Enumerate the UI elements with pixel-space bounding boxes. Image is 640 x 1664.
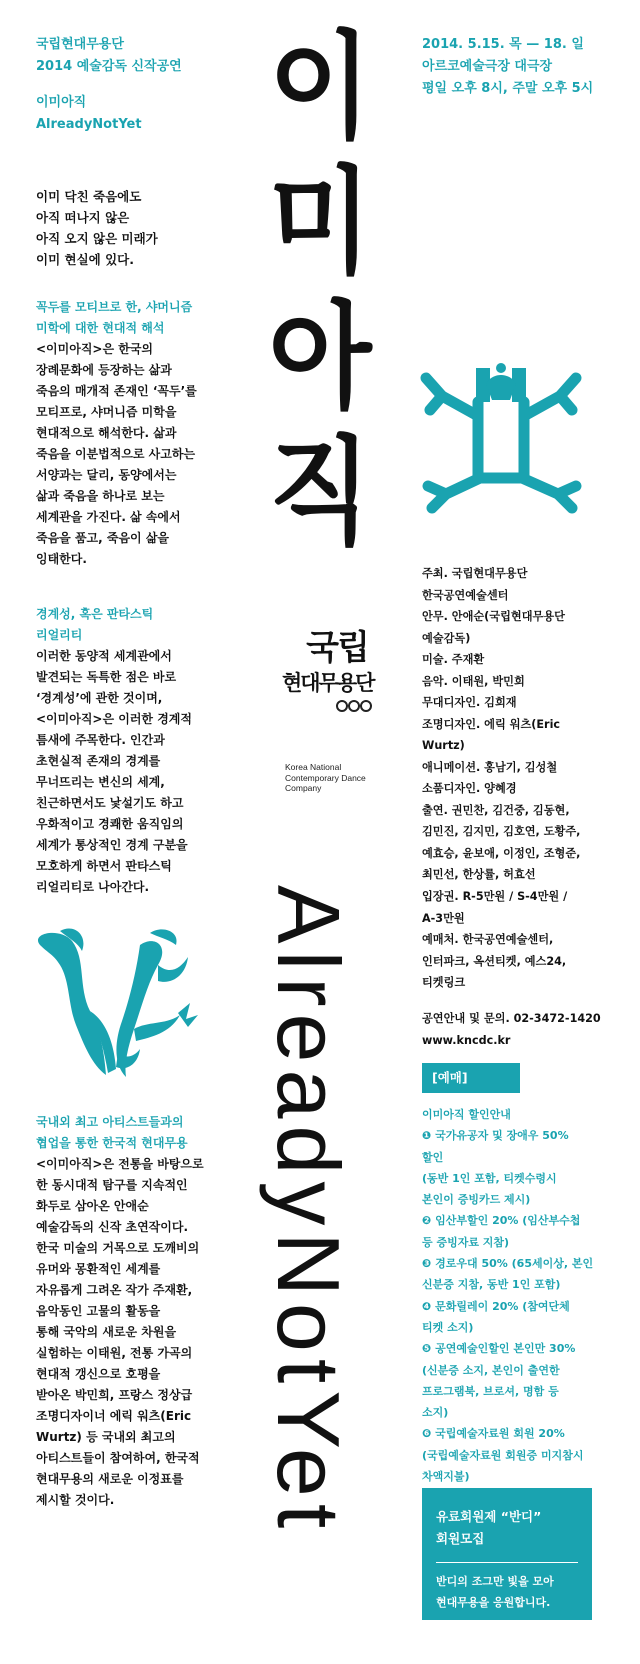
credit-line: 조명디자인. 에릭 워츠(Eric xyxy=(422,717,561,731)
discount-line: 신분증 지참, 동반 1인 포함) xyxy=(422,1278,561,1292)
section-body-line: 아티스트들이 참여하여, 한국적 xyxy=(36,1451,200,1465)
intro-line: 이미 닥친 죽음에도 xyxy=(36,189,142,204)
section-body-line: 발견되는 독특한 점은 바로 xyxy=(36,670,177,684)
discount-line: ❸ 경로우대 50% (65세이상, 본인 xyxy=(422,1257,594,1271)
brush-char: 아 xyxy=(268,289,372,425)
section-body-line: 예술감독의 신작 초연작이다. xyxy=(36,1220,189,1234)
performance-dates: 2014. 5.15. 목 — 18. 일 xyxy=(422,37,584,52)
vertical-title: AlreadyNotYet xyxy=(259,885,358,1536)
logo-text-line: Korea National xyxy=(285,762,342,772)
logo-mark-row: 국립 xyxy=(306,628,368,668)
membership-desc-line: 반디의 조그만 빛을 모아 xyxy=(436,1575,554,1588)
credit-line: 한국공연예술센터 xyxy=(422,588,509,602)
section-body-line: 화두로 삼아온 안애순 xyxy=(36,1199,149,1213)
section-body-line: <이미아직>은 전통을 바탕으로 xyxy=(36,1157,204,1171)
discount-line: (국립예술자료원 회원증 미지참시 xyxy=(422,1448,584,1462)
section-body-line: 모티프로, 샤머니즘 미학을 xyxy=(36,405,177,419)
section-heading: 미학에 대한 현대적 해석 xyxy=(36,321,165,335)
section-body-line: 이러한 동양적 세계관에서 xyxy=(36,649,172,663)
section-body-line: 우화적이고 경쾌한 움직임의 xyxy=(36,817,184,831)
brush-title xyxy=(250,20,390,560)
section-body-line: 삶과 죽음을 하나로 보는 xyxy=(36,489,165,503)
credit-line: 안무. 안애순(국립현대무용단 xyxy=(422,610,565,623)
credit-line: 김민진, 김지민, 김호연, 도황주, xyxy=(422,825,581,838)
section-body-line: 친근하면서도 낯설기도 하고 xyxy=(36,796,184,810)
contact-phone: 공연안내 및 문의. 02-3472-1420 xyxy=(422,1012,601,1025)
section-heading: 협업을 통한 한국적 현대무용 xyxy=(36,1136,188,1150)
credit-line: 최민선, 한상률, 허효선 xyxy=(422,868,536,881)
section-body-line: 조명디자이너 에릭 워츠(Eric xyxy=(36,1409,192,1423)
discount-line: 프로그램북, 브로셔, 명함 등 xyxy=(422,1384,559,1398)
contact-website-link[interactable]: www.kncdc.kr xyxy=(422,1033,511,1047)
header-left xyxy=(36,34,182,136)
membership-title xyxy=(436,1506,541,1550)
membership-title-line: 회원모집 xyxy=(436,1531,485,1546)
vertical-title-wrap xyxy=(259,885,358,1605)
section-heading: 국내외 최고 아티스트들과의 xyxy=(36,1115,184,1129)
discount-line: 차액지불) xyxy=(422,1470,470,1484)
discount-heading: 이미아직 할인안내 xyxy=(422,1108,511,1121)
ticket-line: 인터파크, 옥션티켓, 예스24, xyxy=(422,954,567,968)
section-heading: 경계성, 혹은 판타스틱 xyxy=(36,607,154,621)
org-name: 국립현대무용단 xyxy=(36,37,124,52)
section-body-line: ‘경계성’에 관한 것이며, xyxy=(36,691,163,705)
kncdc-logo xyxy=(282,628,392,717)
section-body-line: <이미아직>은 이러한 경계적 xyxy=(36,712,192,726)
credit-line: 소품디자인. 양혜경 xyxy=(422,782,517,795)
brush-char: 이 xyxy=(268,19,372,155)
logo-text-line: Contemporary Dance xyxy=(285,772,366,783)
section-body-line: 한국 미술의 거목으로 도깨비의 xyxy=(36,1241,200,1255)
brush-char: 미 xyxy=(268,154,372,290)
section-body-line: 초현실적 존재의 경계를 xyxy=(36,754,161,768)
header-right xyxy=(422,34,593,100)
section-body-line: 제시할 것이다. xyxy=(36,1493,115,1507)
section-kkokdu xyxy=(36,297,197,570)
discount-line: ❶ 국가유공자 및 장애우 50% xyxy=(422,1129,569,1143)
section-body-line: 세계가 통상적인 경계 구분을 xyxy=(36,838,188,852)
contact-info xyxy=(422,1008,601,1051)
section-body-line: 무너뜨리는 변신의 세계, xyxy=(36,775,165,789)
credit-line: 애니메이션. 홍남기, 김성철 xyxy=(422,760,558,774)
kkokdu-figure-icon xyxy=(420,362,586,514)
section-body-line: 잉태한다. xyxy=(36,552,87,566)
section-body-line: 받아온 박민희, 프랑스 정상급 xyxy=(36,1388,193,1402)
discount-line: 티켓 소지) xyxy=(422,1320,474,1334)
credit-line: 주최. 국립현대무용단 xyxy=(422,567,528,580)
discount-line: ❻ 국립예술자료원 회원 20% xyxy=(422,1427,565,1441)
section-body-line: 통해 국악의 새로운 차원을 xyxy=(36,1325,177,1339)
discount-line: 소지) xyxy=(422,1406,449,1420)
section-body-line: 죽음을 이분법적으로 사고하는 xyxy=(36,447,196,461)
logo-circles-icon xyxy=(282,699,392,713)
intro-poem xyxy=(36,186,158,270)
ticket-line: A-3만원 xyxy=(422,911,465,925)
performance-times: 평일 오후 8시, 주말 오후 5시 xyxy=(422,81,594,96)
intro-line: 아직 오지 않은 미래가 xyxy=(36,231,158,246)
credit-line: 미술. 주재환 xyxy=(422,653,485,666)
discount-line: 등 증빙자료 지참) xyxy=(422,1235,510,1249)
bird-creature-icon xyxy=(30,925,208,1085)
title-english: AlreadyNotYet xyxy=(36,117,142,132)
performance-venue: 아르코예술극장 대극장 xyxy=(422,59,553,74)
section-body-line: 한 동시대적 탐구를 지속적인 xyxy=(36,1178,188,1192)
brush-char: 직 xyxy=(268,424,372,560)
intro-line: 이미 현실에 있다. xyxy=(36,252,134,267)
discount-line: (신분증 소지, 본인이 출연한 xyxy=(422,1363,560,1377)
section-body-line: 현대무용의 새로운 이정표를 xyxy=(36,1472,184,1486)
section-body-line: 자유롭게 그려온 작가 주재환, xyxy=(36,1283,193,1297)
section-heading: 꼭두를 모티브로 한, 샤머니즘 xyxy=(36,300,193,314)
section-body-line: <이미아직>은 한국의 xyxy=(36,342,154,356)
credits xyxy=(422,563,580,886)
discount-line: ❺ 공연예술인할인 본인만 30% xyxy=(422,1342,576,1356)
intro-line: 아직 떠나지 않은 xyxy=(36,210,130,225)
section-body-line: 유머와 몽환적인 세계를 xyxy=(36,1262,161,1276)
title-korean: 이미아직 xyxy=(36,95,87,110)
membership-desc xyxy=(436,1571,554,1613)
membership-title-line: 유료회원제 “반디” xyxy=(436,1509,542,1524)
membership-box xyxy=(422,1488,592,1620)
credit-line: 무대디자인. 김희재 xyxy=(422,696,517,709)
membership-desc-line: 현대무용을 응원합니다. xyxy=(436,1596,551,1609)
section-body-line: 틈새에 주목한다. 인간과 xyxy=(36,733,165,747)
credit-line: 음악. 이태원, 박민희 xyxy=(422,674,525,688)
credit-line: Wurtz) xyxy=(422,739,465,752)
section-body-line: 죽음을 품고, 죽음이 삶을 xyxy=(36,531,170,545)
section-body-line: 음악동인 고물의 활동을 xyxy=(36,1304,161,1318)
ticket-line: 입장권. R-5만원 / S-4만원 / xyxy=(422,890,568,903)
ticket-info xyxy=(422,886,567,994)
section-body-line: 모호하게 하면서 판타스틱 xyxy=(36,859,172,873)
section-body-line: Wurtz) 등 국내외 최고의 xyxy=(36,1430,176,1444)
logo-text-line: Company xyxy=(285,783,322,793)
discount-line: (동반 1인 포함, 티켓수령시 xyxy=(422,1171,557,1185)
program-name: 2014 예술감독 신작공연 xyxy=(36,59,182,74)
logo-text xyxy=(285,762,366,794)
section-body-line: 리얼리티로 나아간다. xyxy=(36,880,150,894)
credit-line: 예술감독) xyxy=(422,631,471,645)
section-body-line: 실험하는 이태원, 전통 가곡의 xyxy=(36,1346,193,1360)
booking-tag: [예매] xyxy=(422,1063,520,1093)
discount-line: 할인 xyxy=(422,1150,444,1164)
credit-line: 예효승, 윤보애, 이정인, 조형준, xyxy=(422,846,581,860)
logo-mark-row: 현대무용단 xyxy=(282,671,374,695)
section-body-line: 현대적 갱신으로 호평을 xyxy=(36,1367,161,1381)
section-heading: 리얼리티 xyxy=(36,628,83,642)
section-body-line: 세계관을 가진다. 삶 속에서 xyxy=(36,510,181,524)
section-collaboration xyxy=(36,1112,204,1511)
discount-line: ❹ 문화릴레이 20% (참여단체 xyxy=(422,1299,570,1313)
membership-divider xyxy=(436,1562,578,1563)
ticket-line: 예매처. 한국공연예술센터, xyxy=(422,933,554,946)
section-boundary xyxy=(36,604,192,898)
section-body-line: 현대적으로 해석한다. 삶과 xyxy=(36,426,177,440)
ticket-line: 티켓링크 xyxy=(422,976,466,989)
section-body-line: 서양과는 달리, 동양에서는 xyxy=(36,468,177,482)
discount-line: ❷ 임산부할인 20% (임산부수첩 xyxy=(422,1214,581,1228)
discount-info xyxy=(422,1104,593,1487)
credit-line: 출연. 권민찬, 김건중, 김동현, xyxy=(422,803,570,817)
section-body-line: 죽음의 매개적 존재인 ‘꼭두’를 xyxy=(36,384,197,398)
section-body-line: 장례문화에 등장하는 삶과 xyxy=(36,363,172,377)
discount-line: 본인이 증빙카드 제시) xyxy=(422,1193,531,1207)
